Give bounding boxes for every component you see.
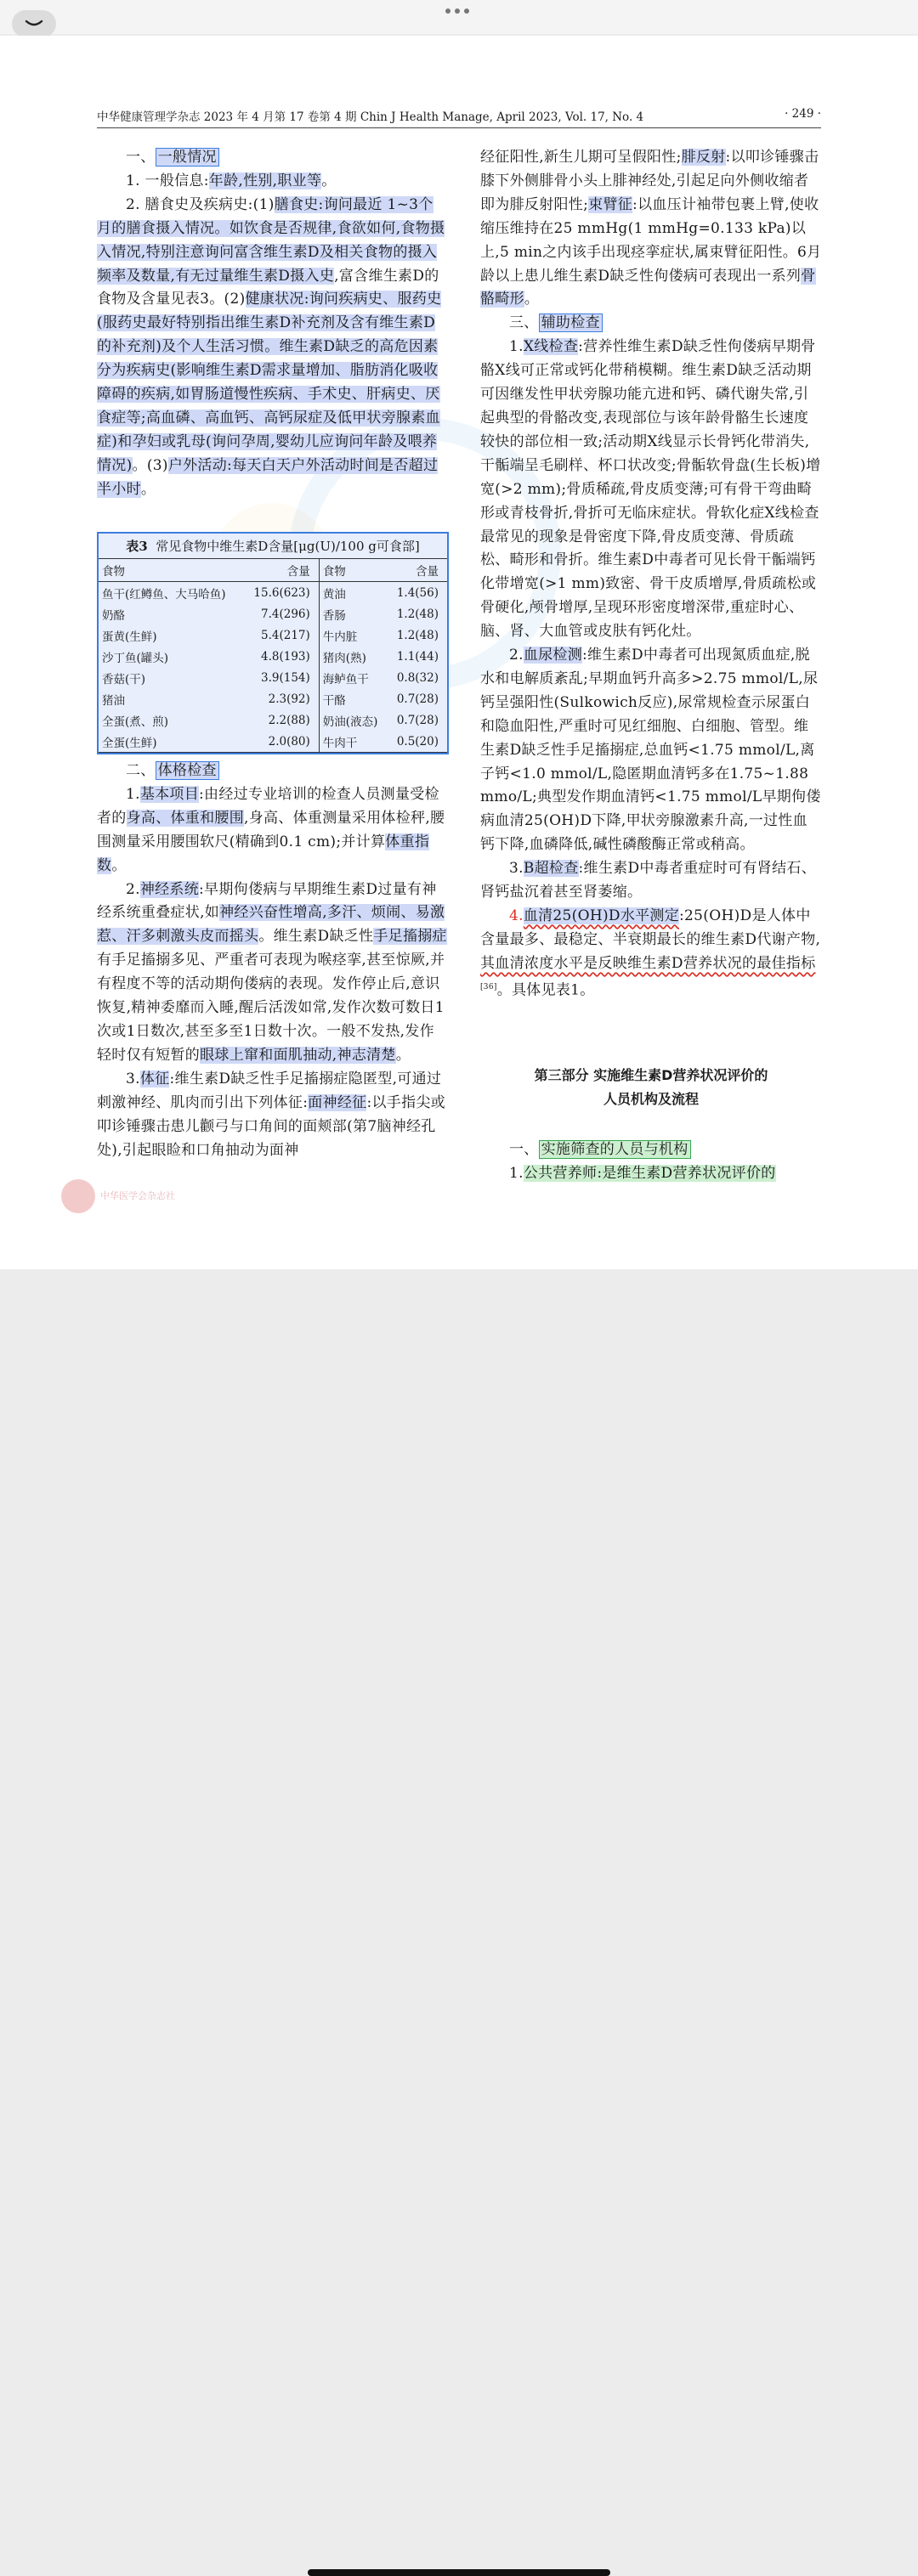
chevron-down-icon (25, 20, 43, 28)
table-row (99, 688, 447, 709)
table-cell-content: 0.7(28) (396, 713, 439, 727)
table-cell-content: 15.6(623) (253, 585, 310, 600)
right-column-end: 一、 实施筛查的人员与机构 1.公共营养师:是维生素D营养状况评价的 (509, 1141, 776, 1182)
journal-citation: 中华健康管理学杂志 2023 年 4 月第 17 卷第 4 期 Chin J Health Manage, April 2023, Vol. 17, No. 4 (97, 110, 644, 124)
reader-bottom-bar (0, 1269, 918, 1320)
table-cell-food: 鱼干(红鳟鱼、大马哈鱼) (102, 587, 226, 602)
table-cell-food: 蛋黄(生鲜) (102, 630, 157, 644)
part-three-heading: 第三部分 实施维生素D营养状况评价的 人员机构及流程 (534, 1067, 768, 1107)
reader-top-bar (0, 0, 918, 34)
table-row (99, 603, 447, 624)
table-header-content: 含量 (388, 559, 447, 582)
table-cell-food: 全蛋(生鲜) (99, 731, 243, 753)
home-indicator[interactable] (308, 2569, 610, 2576)
table-cell-content: 1.2(48) (396, 607, 439, 621)
table-cell-food: 干酪 (319, 688, 388, 709)
table-cell-content: 1.2(48) (396, 628, 439, 642)
page-number: · 249 · (785, 107, 821, 121)
table-cell-food: 奶油(液态) (319, 709, 388, 731)
section-heading-physical-exam: 体格检查 (156, 761, 219, 780)
table-row (99, 731, 447, 753)
vitamin-d-food-table (97, 532, 449, 754)
collapse-button[interactable] (12, 10, 56, 37)
table-row (99, 667, 447, 688)
table-cell-food: 奶酪 (102, 608, 125, 623)
table-cell-content: 0.5(20) (388, 731, 447, 753)
table-row (99, 582, 447, 604)
table-row (99, 646, 447, 667)
table-cell-content: 2.0(80) (243, 731, 319, 753)
publisher-seal-icon (61, 1179, 95, 1213)
table-cell-food: 香菇(干) (102, 672, 146, 686)
section-heading-auxiliary-exam: 辅助检查 (539, 314, 603, 332)
table-cell-content: 2.3(92) (268, 692, 310, 706)
table-cell-food: 全蛋(煮、煎) (102, 715, 169, 729)
publisher-watermark: 中华医学会杂志社 (61, 1179, 175, 1213)
table-cell-content: 0.8(32) (396, 670, 439, 685)
table-cell-food: 黄油 (319, 582, 388, 604)
table-cell-content: 1.1(44) (396, 649, 439, 664)
left-column-top: 一、 一般情况 1. 一般信息:年龄,性别,职业等。 2. 膳食史及疾病史:(1)膳食史:询问最近 1~3个月的膳食摄入情况。如饮食是否规律,食欲如何,食物摄入情况,特别注意询问富含维生素D及相关食物的摄入频率及数量,有无过量维生素D摄入史,富含维生素D的食物及含量见表3。(2)健康状况:询问疾病史、服药史(服药史最好特别指出维生素D补充剂及含有维生素D的补充剂)及个人生活习惯。维生素D缺乏的高危因素分为疾病史(影响维生素D需求量增加、脂肪消化吸收障碍的疾病,如胃肠道慢性疾病、手术史、肝病史、厌食症等;高血磷、高血钙、高钙尿症及低甲状旁腺素血症)和孕妇或乳母(询问孕周,婴幼儿应询问年龄及喂养情况)。(3)户外活动:每天白天户外活动时间是否超过半小时。 (97, 149, 445, 498)
table-cell-food: 海鲈鱼干 (319, 667, 388, 688)
table-cell-content: 5.4(217) (261, 628, 310, 642)
table-cell-food: 猪肉(熟) (319, 646, 388, 667)
table-cell-food: 猪油 (102, 693, 125, 708)
table-header-food: 食物 (99, 559, 243, 582)
table-cell-content: 1.4(56) (396, 585, 439, 600)
table-row (99, 624, 447, 646)
table-cell-content: 2.2(88) (268, 713, 310, 727)
document-page (0, 36, 918, 1269)
table-header-content: 含量 (243, 559, 319, 582)
table-cell-food: 香肠 (319, 603, 388, 624)
table-cell-content: 4.8(193) (261, 649, 310, 664)
section-heading-general: 一般情况 (156, 148, 219, 167)
table-caption: 表3 常见食物中维生素D含量[μg(U)/100 g可食部] (99, 534, 447, 559)
right-column: 经征阳性,新生儿期可呈假阳性;腓反射:以叩诊锤骤击膝下外侧腓骨小头上腓神经处,引起足向外侧收缩者即为腓反射阳性;束臂征:以血压计袖带包裹上臂,使收缩压维持在25 mmHg(1 mmHg=0.133 kPa)以上,5 min之内该手出现痉挛症状,属束臂征阳性。6月龄以上患儿维生素D缺乏性佝偻病可表现出一系列骨骼畸形。 三、 辅助检查 1.X线检查:营养性维生素D缺乏性佝偻病早期骨骼X线可正常或钙化带稍模糊。维生素D缺乏活动期可因继发性甲状旁腺功能亢进和钙、磷代谢失常,引起典型的骨骼改变,表现部位与该年龄骨骼生长速度较快的部位相一致;活动期X线显示长骨钙化带消失,干骺端呈毛刷样、杯口状改变;骨骺软骨盘(生长板)增宽(>2 mm);骨质稀疏,骨皮质变薄;可有骨干弯曲畸形或青枝骨折,骨折可无临床症状。骨软化症X线检查最常见的现象是骨密度下降,骨皮质变薄、骨质疏松、畸形和骨折。维生素D中毒者可见长骨干骺端钙化带增宽(>1 mm)致密、骨干皮质增厚,骨质疏松或骨硬化,颅骨增厚,呈现环形密度增深带,重症时心、脑、肾、大血管或皮肤有钙化灶。 2.血尿检测:维生素D中毒者可出现氮质血症,脱水和电解质紊乱;早期血钙升高多>2.75 mmol/L,尿钙呈强阳性(Sulkowich反应),尿常规检查示尿蛋白和隐血阳性,严重时可见红细胞、白细胞、管型。维生素D缺乏性手足搐搦症,总血钙<1.75 mmol/L,离子钙<1.0 mmol/L,隐匿期血清钙多在1.75~1.88 mmo/L;典型发作期血清钙<1.75 mmol/L早期佝偻病血清25(OH)D下降,甲状旁腺激素升高,一过性血钙下降,血磷降低,碱性磷酸酶正常或稍高。 3.B超检查:维生素D中毒者重症时可有肾结石、肾钙盐沉着甚至肾萎缩。 4.血清25(OH)D水平测定:25(OH)D是人体中含量最多、最稳定、半衰期最长的维生素D代谢产物,其血清浓度水平是反映维生素D营养状况的最佳指标[36]。具体见表1。 (480, 149, 822, 999)
section-heading-personnel: 实施筛查的人员与机构 (539, 1140, 691, 1159)
table-row (99, 709, 447, 731)
left-column-bottom: 二、 体格检查 1.基本项目:由经过专业培训的检查人员测量受检者的身高、体重和腰围,身高、体重测量采用体检秤,腰围测量采用腰围软尺(精确到0.1 cm);并计算体重指数。 2.神经系统:早期佝偻病与早期维生素D过量有神经系统重叠症状,如神经兴奋性增高,多汗、烦闹、易激惹、汗多刺激头皮而摇头。维生素D缺乏性手足搐搦症有手足搐搦多见、严重者可表现为喉痉挛,甚至惊厥,并有程度不等的活动期佝偻病的表现。发作停止后,意识恢复,精神委靡而入睡,醒后活泼如常,发作次数可数日1次或1日数次,甚至多至1日数十次。一般不发热,发作轻时仅有短暂的眼球上窜和面肌抽动,神志清楚。 3.体征:维生素D缺乏性手足搐搦症隐匿型,可通过刺激神经、肌肉而引出下列体征:面神经征:以手指尖或叩诊锤骤击患儿颧弓与口角间的面颊部(第7脑神经孔处),引起眼睑和口角抽动为面神 (97, 762, 447, 1159)
table-cell-content: 3.9(154) (261, 670, 310, 685)
table-header-food: 食物 (319, 559, 388, 582)
table-cell-content: 0.7(28) (396, 692, 439, 706)
table-cell-content: 7.4(296) (261, 607, 310, 621)
table-cell-food: 沙丁鱼(罐头) (102, 651, 169, 665)
table-cell-food: 牛内脏 (319, 624, 388, 646)
table-cell-food: 牛肉干 (319, 731, 388, 753)
more-dots-icon[interactable] (445, 8, 469, 14)
journal-header (97, 107, 821, 128)
